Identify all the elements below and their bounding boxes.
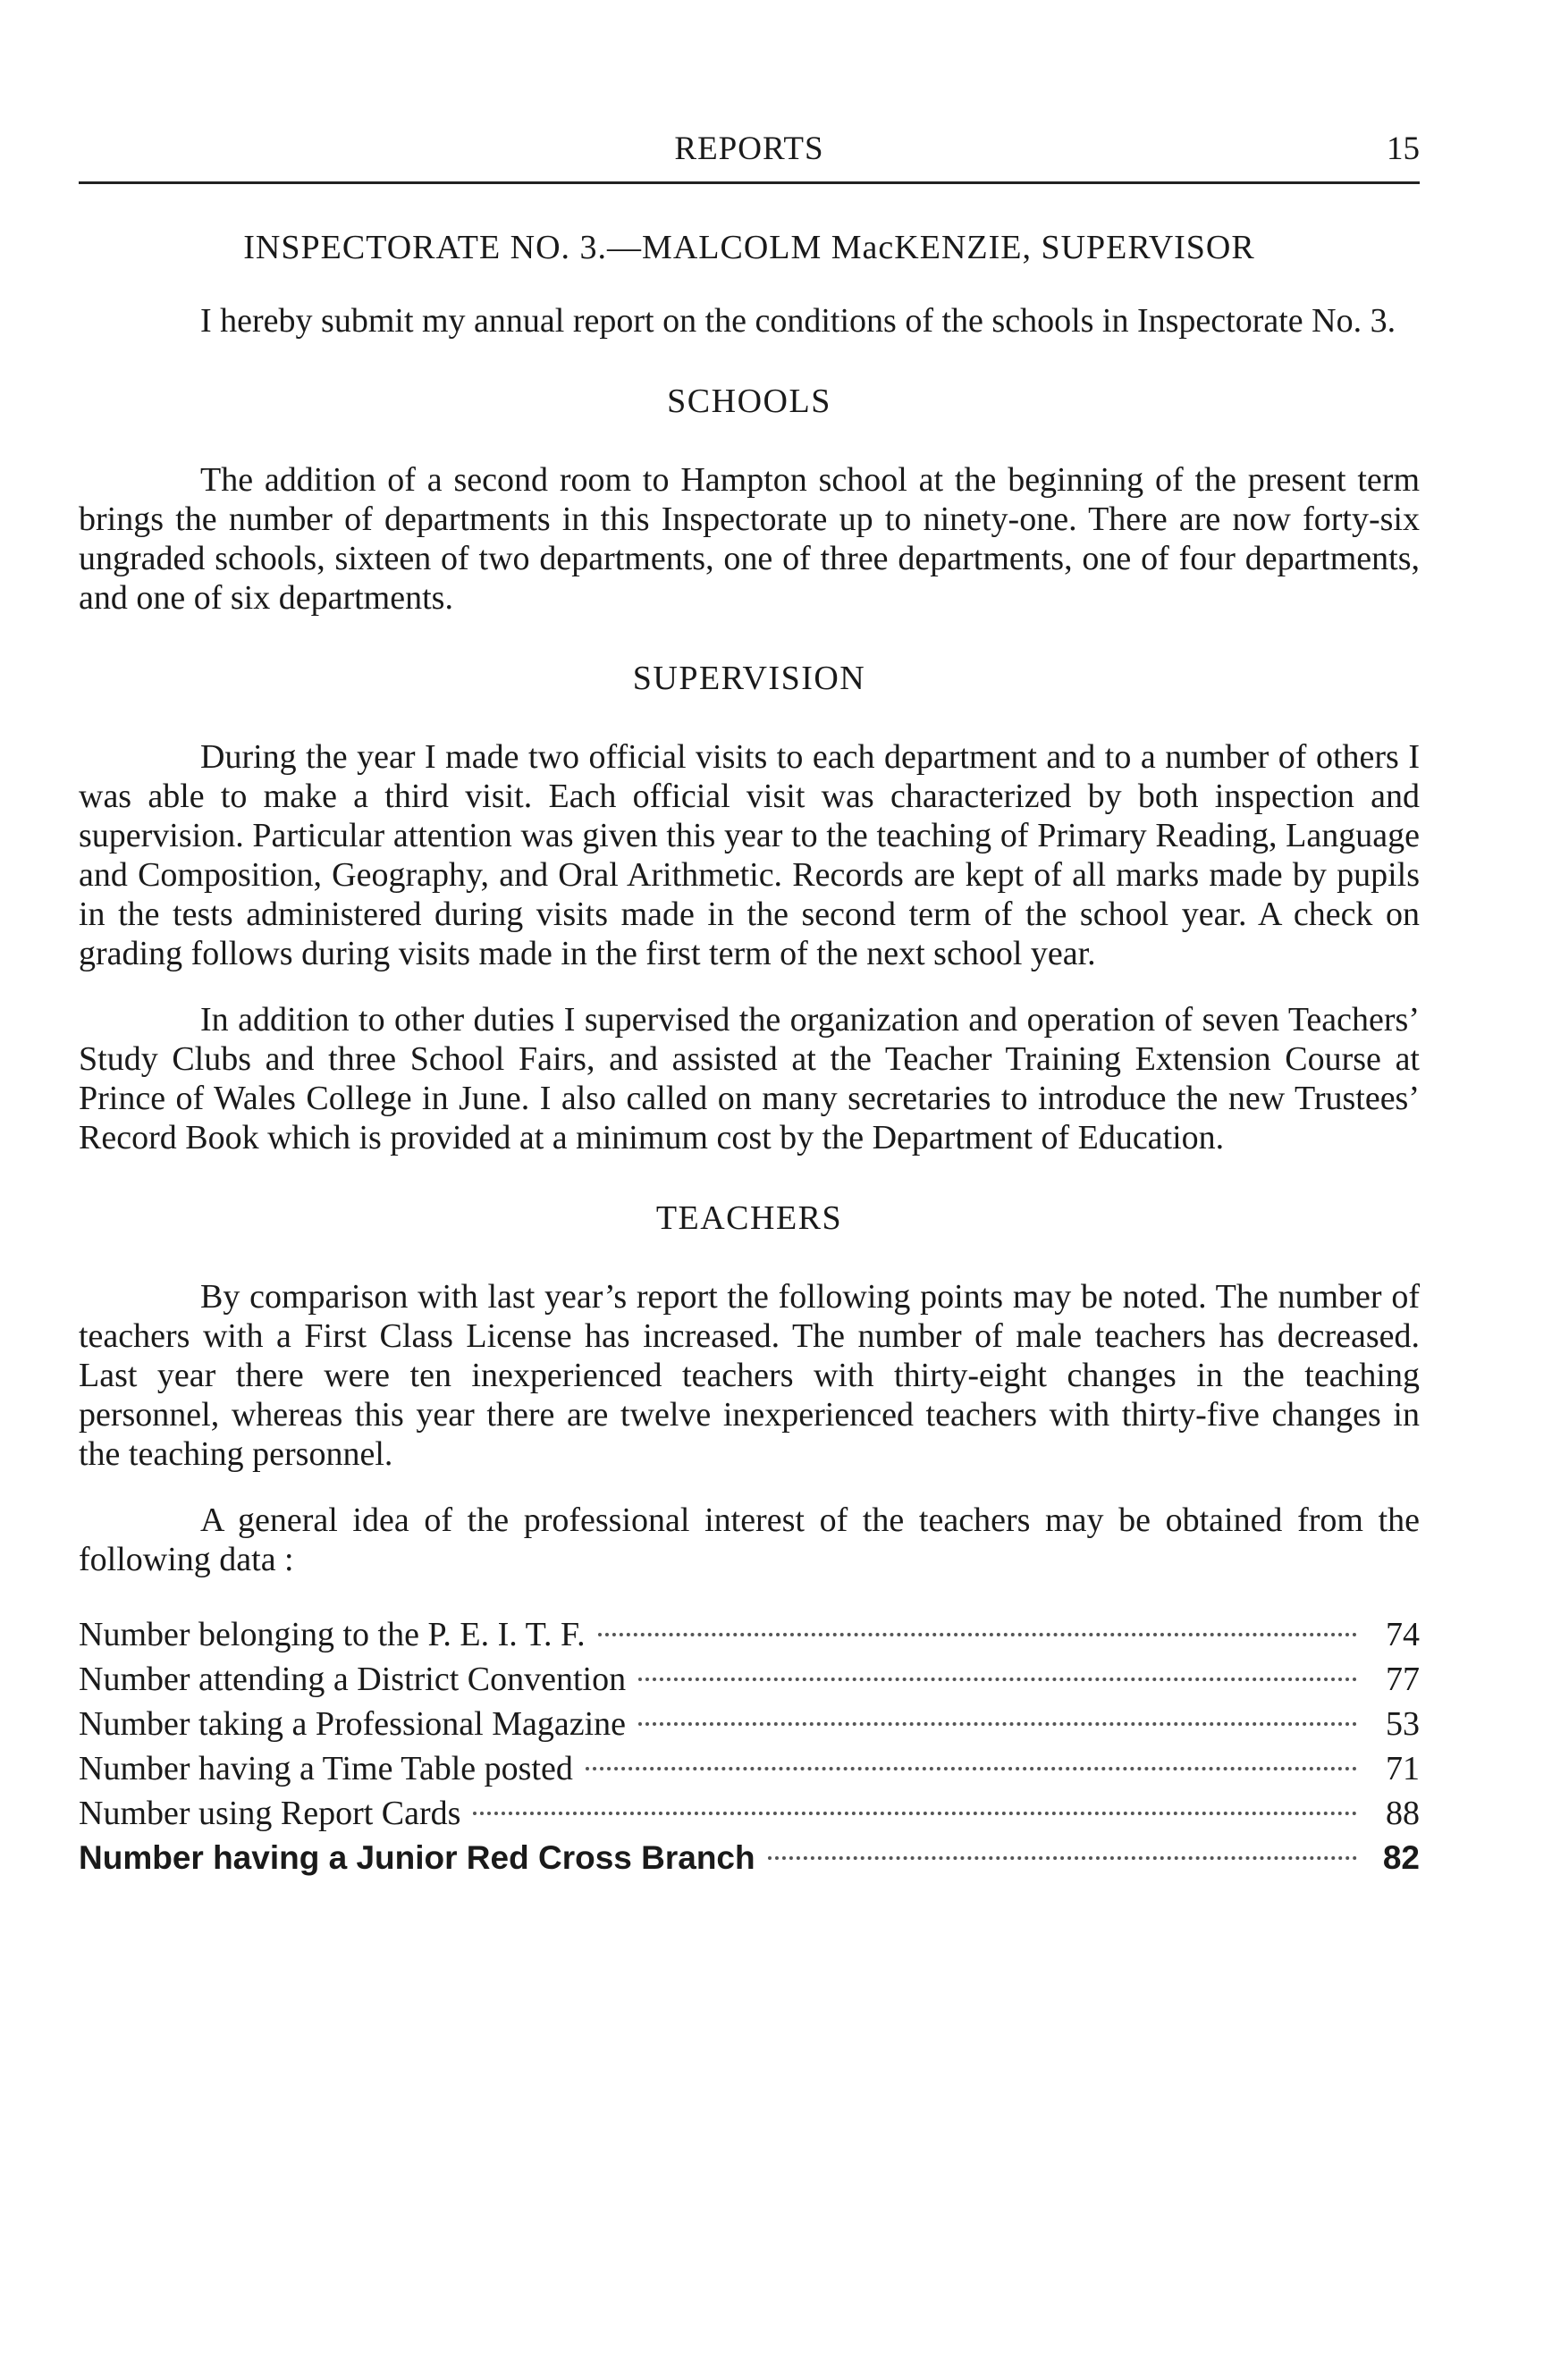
dot-leader — [586, 1767, 1357, 1770]
data-label: Number belonging to the P. E. I. T. F. — [79, 1616, 586, 1653]
schools-paragraph: The addition of a second room to Hampton school at the beginning of the present term brings the number of departments in this Inspectorate up to ninety-one. There are now forty-six ungraded schools, sixteen of two departments, one of three departments, one of four departments, and one of six departments. — [79, 461, 1420, 617]
data-row — [79, 1704, 1420, 1744]
data-label: Number using Report Cards — [79, 1795, 461, 1832]
data-label: Number having a Junior Red Cross Branch — [79, 1839, 755, 1876]
data-label: Number having a Time Table posted — [79, 1750, 573, 1787]
data-value: 74 — [1386, 1616, 1420, 1653]
dot-leader — [473, 1812, 1357, 1815]
report-body — [79, 219, 1420, 1883]
data-value: 77 — [1386, 1661, 1420, 1698]
document-page — [79, 0, 1420, 2380]
dot-leader — [638, 1722, 1357, 1726]
data-value: 88 — [1386, 1795, 1420, 1832]
supervision-paragraph: In addition to other duties I supervised the organization and operation of seven Teachers’ Study Clubs and three School Fairs, and assisted at the Teacher Training Extension Course at Prince of Wales College in June. I also called on many secretaries to introduce the new Trustees’ Record Book which is provided at a minimum cost by the Department of Education. — [79, 1001, 1420, 1156]
section-heading-supervision: SUPERVISION — [632, 660, 866, 697]
supervision-paragraph: During the year I made two official visits to each department and to a number of others I was able to make a third visit. Each official visit was characterized by both inspection and supervision. Particular attention was given this year to the teaching of Primary Reading, Language and Composition, Geography, and Oral Arithmetic. Records are kept of all marks made by pupils in the tests administered during visits made in the second term of the school year. A check on grading follows during visits made in the first term of the next school year. — [79, 738, 1420, 972]
data-row — [79, 1794, 1420, 1833]
dot-leader — [768, 1856, 1357, 1860]
teachers-paragraph: By comparison with last year’s report the following points may be noted. The number of teachers with a First Class License has increased. The number of male teachers has decreased. Last year there were ten inexperienced teachers with thirty-eight changes in the teaching personnel, whereas this year there are twelve inexperienced teachers with thirty-five changes in the teaching personnel. — [79, 1278, 1420, 1473]
report-title: INSPECTORATE NO. 3.—MALCOLM MacKENZIE, SUPERVISOR — [243, 229, 1255, 266]
data-row — [79, 1749, 1420, 1788]
data-label: Number attending a District Convention — [79, 1661, 627, 1698]
page-number: 15 — [1387, 130, 1420, 167]
data-value: 82 — [1382, 1839, 1420, 1876]
teachers-paragraph: A general idea of the professional interest of the teachers may be obtained from the following data : — [79, 1501, 1420, 1578]
data-value: 71 — [1386, 1750, 1420, 1787]
running-header — [79, 128, 1420, 184]
teacher-data-list — [79, 1615, 1420, 1878]
intro-paragraph: I hereby submit my annual report on the conditions of the schools in Inspectorate No. 3. — [200, 302, 1396, 340]
dot-leader — [598, 1633, 1357, 1636]
data-label: Number taking a Professional Magazine — [79, 1705, 627, 1743]
data-row — [79, 1660, 1420, 1699]
data-value: 53 — [1386, 1705, 1420, 1743]
section-heading-schools: SCHOOLS — [667, 383, 831, 420]
section-heading-teachers: TEACHERS — [655, 1199, 843, 1237]
running-title: REPORTS — [674, 130, 824, 167]
data-row — [79, 1838, 1420, 1878]
dot-leader — [638, 1678, 1357, 1681]
data-row — [79, 1615, 1420, 1654]
